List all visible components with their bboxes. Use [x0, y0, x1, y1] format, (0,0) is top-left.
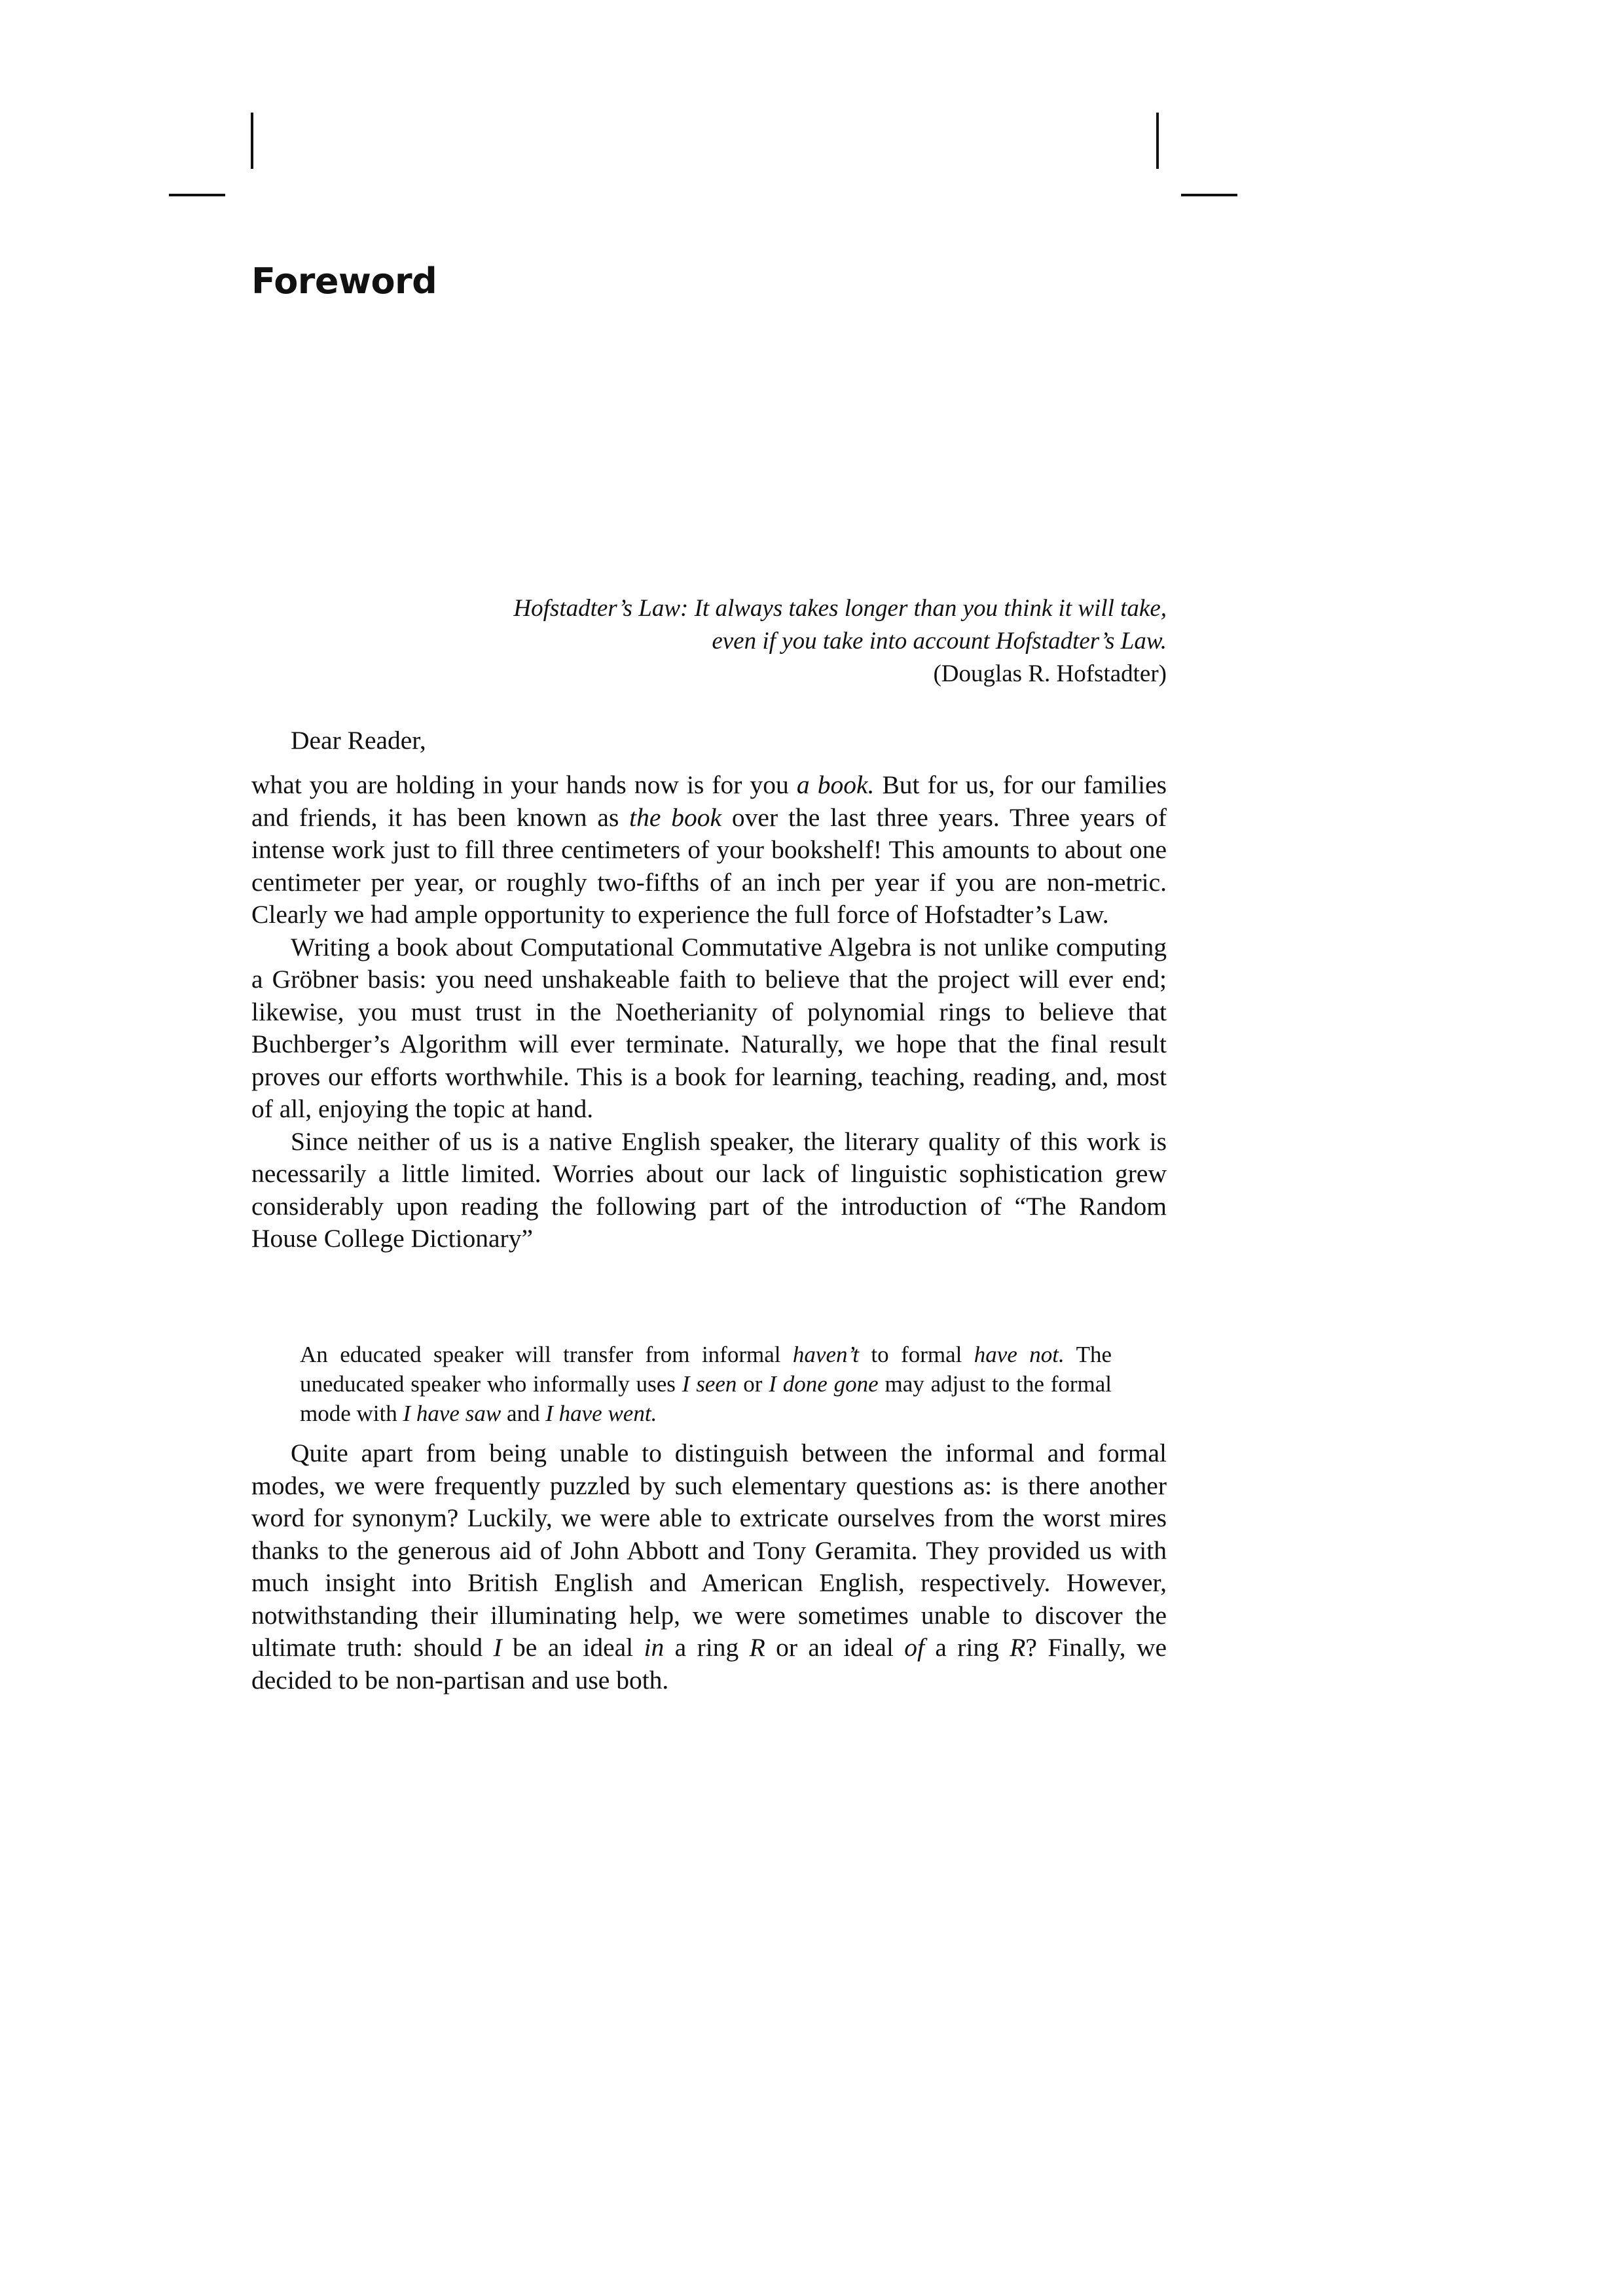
- quotation-text-c: The uneducated speaker who informally uses: [300, 1342, 1112, 1397]
- quotation-emphasis-e: I have saw: [403, 1401, 501, 1426]
- paragraph-4-math-r-2: R: [1010, 1633, 1026, 1662]
- epigraph-line-2: even if you take into account Hofstadter’s Law.: [712, 628, 1167, 655]
- quotation-text-d: or: [737, 1371, 769, 1397]
- quotation-text-a: An educated speaker will transfer from informal: [300, 1342, 793, 1367]
- dictionary-quotation: [300, 1340, 1112, 1428]
- paragraph-1-text-b: But for us, for our families and friends, it has been known as: [251, 770, 1167, 832]
- paragraph-4-text-f: ? Finally, we decided to be non-partisan and use both.: [251, 1633, 1167, 1695]
- body-text-continued: [251, 1437, 1167, 1696]
- body-text: [251, 769, 1167, 1255]
- quotation-emphasis-b: have not.: [974, 1342, 1065, 1367]
- epigraph-line-1: Hofstadter’s Law: It always takes longer than you think it will take,: [513, 595, 1167, 622]
- paragraph-4-math-i: I: [493, 1633, 502, 1662]
- quotation-emphasis-a: haven’t: [792, 1342, 859, 1367]
- paragraph-4-text-c: a ring: [664, 1633, 750, 1662]
- paragraph-4-emphasis-in: in: [644, 1633, 665, 1662]
- paragraph-4-math-r-1: R: [749, 1633, 765, 1662]
- quotation-text-e: may adjust to the formal mode with: [300, 1371, 1112, 1426]
- crop-mark-top-left-vertical: [251, 113, 253, 169]
- paragraph-4-text-d: or an ideal: [765, 1633, 905, 1662]
- paragraph-3: Since neither of us is a native English speaker, the literary quality of this work is necessarily a little limited. Worries about our lack of linguistic sophistication grew considerably upon reading the following part of the introduction of “The Random House College Dictionary”: [251, 1126, 1167, 1253]
- quotation-emphasis-d: I done gone: [769, 1371, 879, 1397]
- quotation-emphasis-c: I seen: [682, 1371, 737, 1397]
- epigraph: [316, 592, 1167, 691]
- paragraph-2: Writing a book about Computational Commutative Algebra is not unlike computing a Gröbner basis: you need unshakeable faith to believe that the project will ever end; likewise, you must trust in the Noetherianity of polynomial rings to believe that Buchberger’s Algorithm will ever terminate. Naturally, we hope that the final result proves our efforts worthwhile. This is a book for learning, teaching, reading, and, most of all, enjoying the topic at hand.: [251, 932, 1167, 1123]
- salutation: Dear Reader,: [291, 726, 426, 755]
- chapter-title: Foreword: [251, 260, 437, 302]
- epigraph-attribution: (Douglas R. Hofstadter): [933, 660, 1167, 687]
- paragraph-1-text-a: what you are holding in your hands now is for you: [251, 770, 797, 799]
- paragraph-4-text-b: be an ideal: [501, 1633, 644, 1662]
- crop-mark-top-left-horizontal: [169, 194, 225, 196]
- paragraph-1-emphasis-a: a book.: [796, 770, 875, 799]
- paragraph-1-text-c: over the last three years. Three years of intense work just to fill three centimeters of your bookshelf! This amounts to about one centimeter per year, or roughly two-fifths of an inch per year if you are non-metric. Clearly we had ample opportunity to experience the full force of Hofstadter’s Law.: [251, 802, 1167, 929]
- crop-mark-top-right-vertical: [1156, 113, 1159, 169]
- paragraph-4-text-e: a ring: [924, 1633, 1010, 1662]
- paragraph-4-emphasis-of: of: [904, 1633, 924, 1662]
- paragraph-1: [251, 769, 1167, 931]
- quotation-text-f: and: [501, 1401, 546, 1426]
- crop-mark-top-right-horizontal: [1181, 194, 1237, 196]
- quotation-text-b: to formal: [858, 1342, 974, 1367]
- paragraph-4-text-a: Quite apart from being unable to distinguish between the informal and formal modes, we were frequently puzzled by such elementary questions as: is there another word for synonym? Luckily, we were able to extricate ourselves from the worst mires thanks to the generous aid of John Abbott and Tony Geramita. They provided us with much insight into British English and American English, respectively. However, notwithstanding their illuminating help, we were sometimes unable to discover the ultimate truth: should: [251, 1439, 1167, 1662]
- paragraph-1-emphasis-b: the book: [629, 802, 722, 832]
- paragraph-4: [251, 1437, 1167, 1696]
- quotation-emphasis-f: I have went.: [545, 1401, 657, 1426]
